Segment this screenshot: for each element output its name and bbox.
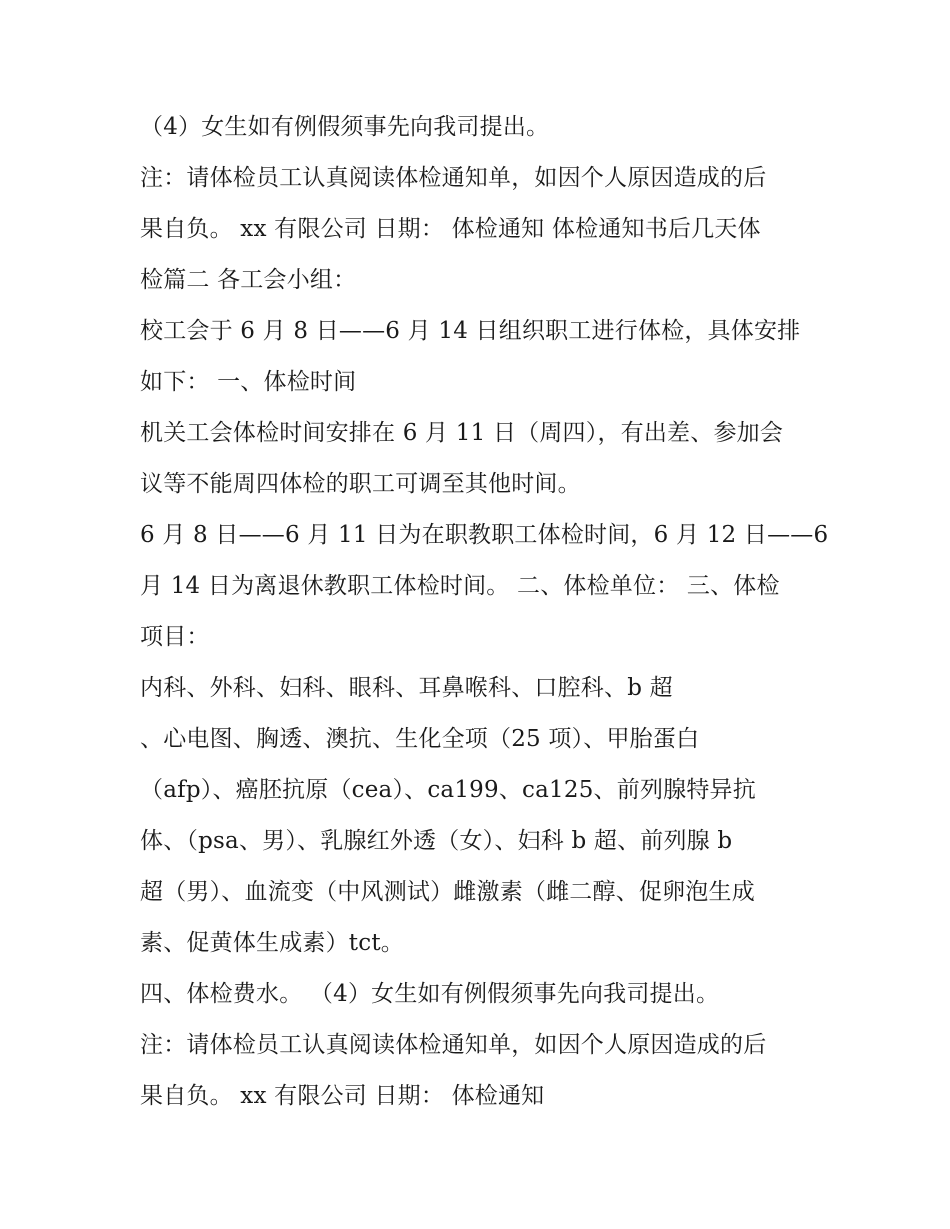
document-body (140, 102, 830, 1122)
text-line: 6 月 8 日——6 月 11 日为在职教职工体检时间，6 月 12 日——6 (140, 522, 829, 548)
text-line: 注：请体检员工认真阅读体检通知单，如因个人原因造成的后 (140, 165, 767, 191)
text-line: 校工会于 6 月 8 日——6 月 14 日组织职工进行体检，具体安排 (140, 318, 801, 344)
text-line: 果自负。 xx 有限公司 日期： 体检通知 体检通知书后几天体 (140, 216, 761, 242)
text-line: 四、体检费水。 （4）女生如有例假须事先向我司提出。 (140, 981, 720, 1007)
text-line: （4）女生如有例假须事先向我司提出。 (140, 114, 550, 140)
text-line: 果自负。 xx 有限公司 日期： 体检通知 (140, 1083, 545, 1109)
text-line: 检篇二 各工会小组： (140, 267, 357, 293)
text-line: 项目： (140, 624, 210, 650)
text-line: 机关工会体检时间安排在 6 月 11 日（周四），有出差、参加会 (140, 420, 784, 446)
text-line: 注：请体检员工认真阅读体检通知单，如因个人原因造成的后 (140, 1032, 767, 1058)
text-line: 月 14 日为离退休教职工体检时间。 二、体检单位： 三、体检 (140, 573, 780, 599)
text-line: 如下： 一、体检时间 (140, 369, 357, 395)
text-line: 超（男）、血流变（中风测试）雌激素（雌二醇、促卵泡生成 (140, 879, 755, 905)
text-line: 、心电图、胸透、澳抗、生化全项（25 项）、甲胎蛋白 (140, 726, 700, 752)
text-line: 议等不能周四体检的职工可调至其他时间。 (140, 471, 581, 497)
text-line: 体、（psa、男）、乳腺红外透（女）、妇科 b 超、前列腺 b (140, 828, 733, 854)
text-line: 素、促黄体生成素）tct。 (140, 930, 404, 956)
text-line: （afp）、癌胚抗原（cea）、ca199、ca125、前列腺特异抗 (140, 777, 756, 803)
text-line: 内科、外科、妇科、眼科、耳鼻喉科、口腔科、b 超 (140, 675, 673, 701)
